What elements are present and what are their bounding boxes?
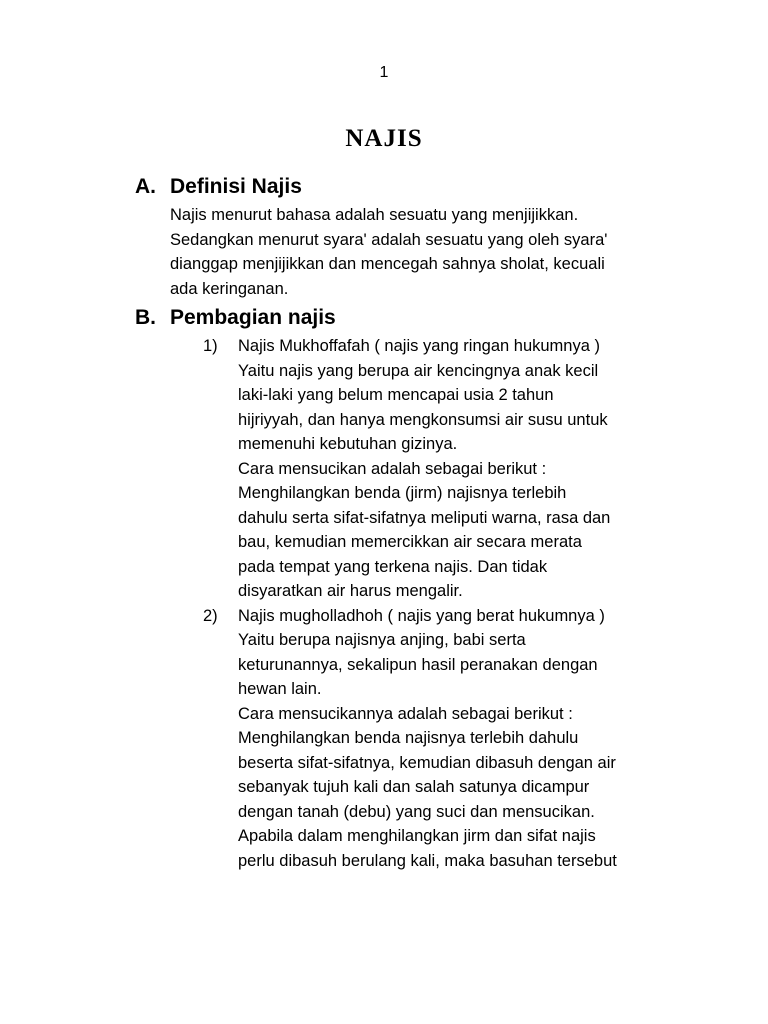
text-line: bau, kemudian memercikkan air secara merata xyxy=(238,533,582,551)
section-title: Definisi Najis xyxy=(170,175,302,198)
text-line: Najis menurut bahasa adalah sesuatu yang menjijikkan. xyxy=(170,206,579,224)
page-number: 1 xyxy=(379,64,389,81)
section-heading xyxy=(0,171,768,203)
text-line: dengan tanah (debu) yang suci dan mensucikan. xyxy=(238,802,595,821)
text-line: ada keringanan. xyxy=(170,279,289,298)
text-line: perlu dibasuh berulang kali, maka basuhan tersebut xyxy=(238,851,617,870)
section-letter: A. xyxy=(135,175,156,198)
text-line: disyaratkan air harus mengalir. xyxy=(238,582,463,600)
text-line: Yaitu berupa najisnya anjing, babi serta xyxy=(238,631,526,649)
text-line: Cara mensucikan adalah sebagai berikut : xyxy=(238,459,547,478)
text-line: Najis Mukhoffafah ( najis yang ringan hukumnya ) xyxy=(238,337,600,355)
text-line: Menghilangkan benda (jirm) najisnya terlebih xyxy=(238,484,567,502)
list-item-mugholladhoh xyxy=(0,604,768,874)
text-line: Yaitu najis yang berupa air kencingnya anak kecil xyxy=(238,361,599,380)
text-line: laki-laki yang belum mencapai usia 2 tahun xyxy=(238,386,554,404)
list-number: 1) xyxy=(203,337,218,355)
text-line: dianggap menjijikkan dan mencegah sahnya sholat, kecuali xyxy=(170,255,605,273)
list-number: 2) xyxy=(203,606,218,625)
text-line: dahulu serta sifat-sifatnya meliputi warna, rasa dan xyxy=(238,508,611,527)
section-heading xyxy=(0,302,768,334)
text-line: pada tempat yang terkena najis. Dan tidak xyxy=(238,557,548,576)
text-line: beserta sifat-sifatnya, kemudian dibasuh dengan air xyxy=(238,753,616,772)
text-line: Sedangkan menurut syara' adalah sesuatu yang oleh syara' xyxy=(170,230,608,249)
section-pembagian xyxy=(0,302,768,873)
text-line: hewan lain. xyxy=(238,680,322,698)
section-title: Pembagian najis xyxy=(170,306,336,329)
section-definisi xyxy=(0,171,768,301)
text-line: keturunannya, sekalipun hasil peranakan dengan xyxy=(238,655,598,674)
list-item-mukhoffafah xyxy=(0,334,768,604)
text-line: sebanyak tujuh kali dan salah satunya dicampur xyxy=(238,778,590,796)
text-line: Menghilangkan benda najisnya terlebih dahulu xyxy=(238,729,579,747)
section-letter: B. xyxy=(135,306,156,329)
text-line: Najis mugholladhoh ( najis yang berat hukumnya ) xyxy=(238,606,605,625)
definition-paragraph xyxy=(0,203,650,301)
document-title: NAJIS xyxy=(345,125,423,152)
text-line: hijriyyah, dan hanya mengkonsumsi air susu untuk xyxy=(238,410,608,429)
text-line: memenuhi kebutuhan gizinya. xyxy=(238,435,458,453)
text-line: Apabila dalam menghilangkan jirm dan sifat najis xyxy=(238,827,596,845)
text-line: Cara mensucikannya adalah sebagai berikut : xyxy=(238,704,573,723)
